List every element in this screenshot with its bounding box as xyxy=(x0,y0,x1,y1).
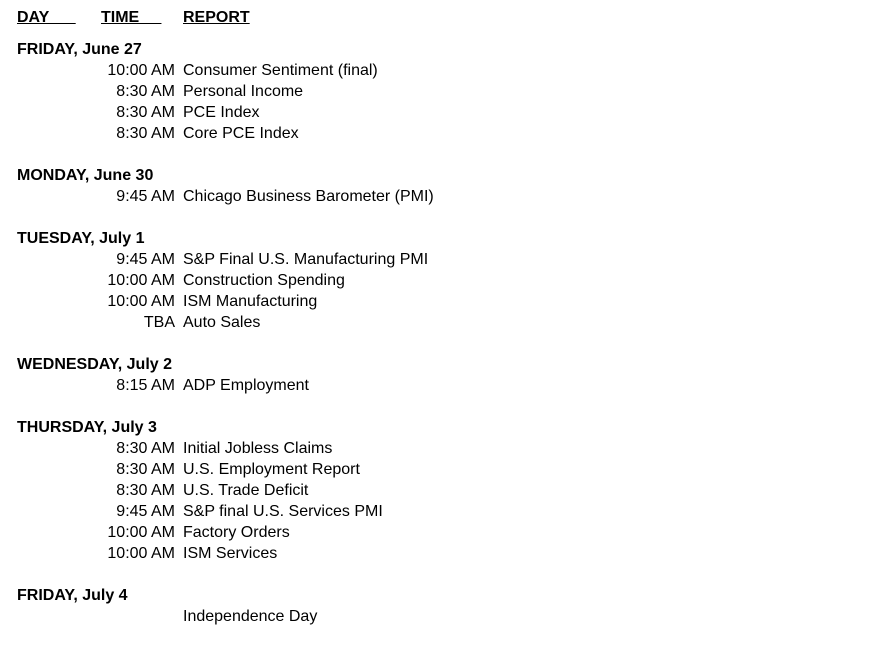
event-row xyxy=(17,291,877,312)
event-row xyxy=(17,312,877,333)
event-row xyxy=(17,60,877,81)
event-report: S&P Final U.S. Manufacturing PMI xyxy=(183,251,429,268)
day-heading: FRIDAY, June 27 xyxy=(17,41,142,58)
column-header-report: REPORT xyxy=(183,9,250,26)
event-row xyxy=(17,543,877,564)
column-header-row xyxy=(17,7,877,28)
event-time: 8:30 AM xyxy=(116,83,175,100)
day-block xyxy=(17,39,877,144)
event-row xyxy=(17,606,877,627)
event-time: 8:30 AM xyxy=(116,461,175,478)
event-report: Factory Orders xyxy=(183,524,290,541)
column-header-time: TIME xyxy=(101,9,162,26)
event-row xyxy=(17,102,877,123)
event-report: Independence Day xyxy=(183,608,318,625)
day-heading: THURSDAY, July 3 xyxy=(17,419,157,436)
event-report: Initial Jobless Claims xyxy=(183,440,333,457)
event-row xyxy=(17,186,877,207)
event-report: Auto Sales xyxy=(183,314,261,331)
schedule-list xyxy=(17,39,877,648)
event-row xyxy=(17,249,877,270)
event-time: 8:30 AM xyxy=(116,482,175,499)
event-row xyxy=(17,501,877,522)
event-time: 10:00 AM xyxy=(107,272,175,289)
event-time: 10:00 AM xyxy=(107,62,175,79)
event-row xyxy=(17,270,877,291)
event-time: 9:45 AM xyxy=(116,503,175,520)
event-time: 8:30 AM xyxy=(116,125,175,142)
event-time: 9:45 AM xyxy=(116,188,175,205)
column-header-day: DAY xyxy=(17,9,76,26)
day-heading: FRIDAY, July 4 xyxy=(17,587,128,604)
event-report: ISM Manufacturing xyxy=(183,293,318,310)
event-row xyxy=(17,81,877,102)
day-heading: TUESDAY, July 1 xyxy=(17,230,145,247)
event-row xyxy=(17,375,877,396)
event-report: ISM Services xyxy=(183,545,278,562)
event-time: 8:30 AM xyxy=(116,440,175,457)
event-row xyxy=(17,438,877,459)
day-block xyxy=(17,417,877,564)
day-block xyxy=(17,165,877,207)
event-time: 8:15 AM xyxy=(116,377,175,394)
event-report: PCE Index xyxy=(183,104,260,121)
day-heading: WEDNESDAY, July 2 xyxy=(17,356,173,373)
event-time: 10:00 AM xyxy=(107,293,175,310)
day-block xyxy=(17,228,877,333)
event-time: 10:00 AM xyxy=(107,524,175,541)
event-report: S&P final U.S. Services PMI xyxy=(183,503,383,520)
event-report: U.S. Trade Deficit xyxy=(183,482,309,499)
event-row xyxy=(17,459,877,480)
event-row xyxy=(17,522,877,543)
event-report: Core PCE Index xyxy=(183,125,299,142)
event-report: U.S. Employment Report xyxy=(183,461,360,478)
event-report: Construction Spending xyxy=(183,272,345,289)
day-block xyxy=(17,354,877,396)
event-report: Personal Income xyxy=(183,83,304,100)
day-block xyxy=(17,585,877,627)
event-time: 8:30 AM xyxy=(116,104,175,121)
event-row xyxy=(17,480,877,501)
event-report: Chicago Business Barometer (PMI) xyxy=(183,188,434,205)
event-time: TBA xyxy=(143,314,175,331)
event-row xyxy=(17,123,877,144)
day-heading: MONDAY, June 30 xyxy=(17,167,154,184)
event-report: ADP Employment xyxy=(183,377,309,394)
event-time: 10:00 AM xyxy=(107,545,175,562)
event-report: Consumer Sentiment (final) xyxy=(183,62,378,79)
event-time: 9:45 AM xyxy=(116,251,175,268)
